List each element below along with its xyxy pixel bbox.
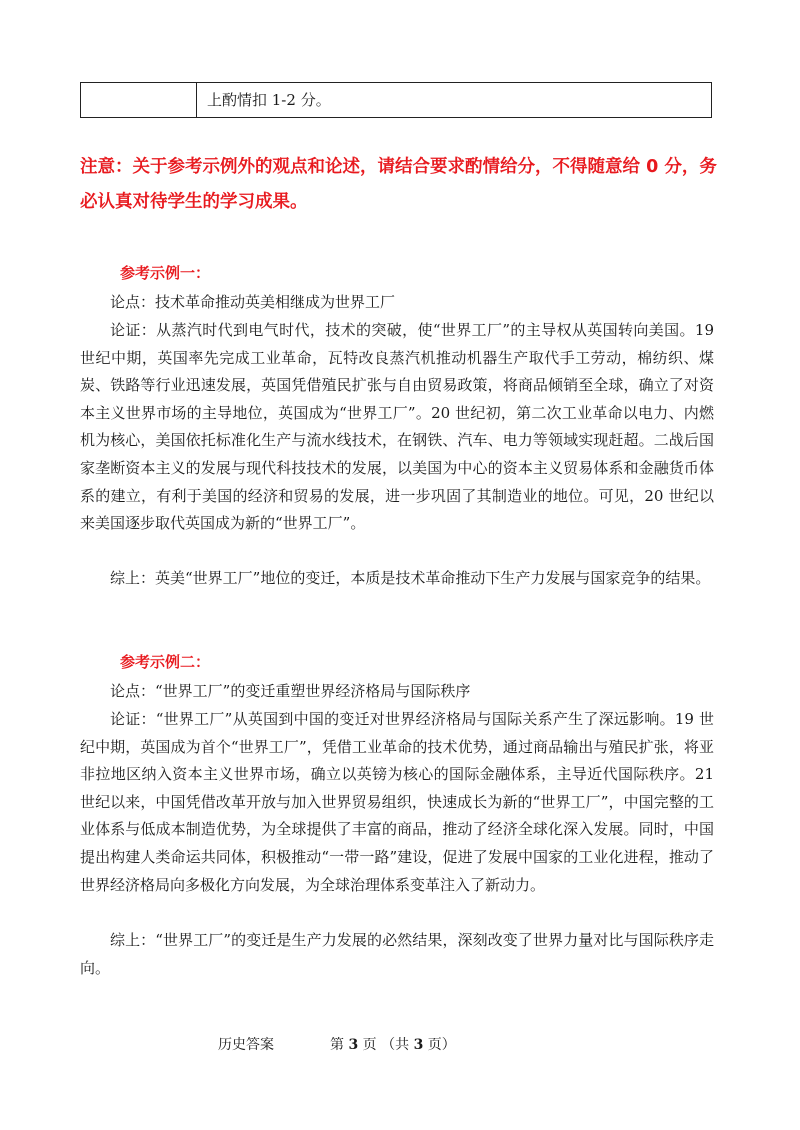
footer-page-suffix: 页） [423, 1037, 456, 1053]
footer-page-number: 3 [348, 1037, 359, 1053]
example2-argument: 论证：“世界工厂”从英国到中国的变迁对世界经济格局与国际关系产生了深远影响。19 世纪中期，英国成为首个“世界工厂”，凭借工业革命的技术优势，通过商品输出与殖民扩张，将亚非拉地区纳入资本主义世界市场，确立以英镑为核心的国际金融体系，主导近代国际秩序。21 世纪以来，中国凭借改革开放与加入世界贸易组织，快速成长为新的“世界工厂”，中国完整的工业体系与低成本制造优势，为全球提供了丰富的商品，推动了经济全球化深入发展。同时，中国提出构建人类命运共同体，积极推动“一带一路”建设，促进了发展中国家的工业化进程，推动了世界经济格局向多极化方向发展，为全球治理体系变革注入了新动力。 [80, 710, 714, 894]
footer-subject: 历史答案 [218, 1037, 274, 1053]
score-table-fragment [80, 82, 712, 118]
grading-notice: 注意：关于参考示例外的观点和论述，请结合要求酌情给分，不得随意给 0 分，务必认真对待学生的学习成果。 [80, 157, 717, 212]
footer-page-mid: 页 （共 [358, 1037, 414, 1053]
footer-page-prefix: 第 [330, 1037, 349, 1053]
footer-page-total: 3 [413, 1037, 424, 1053]
example2-thesis: 论点：“世界工厂”的变迁重塑世界经济格局与国际秩序 [110, 682, 471, 700]
footer-page-info [330, 1034, 456, 1054]
example1-summary: 综上：英美“世界工厂”地位的变迁，本质是技术革命推动下生产力发展与国家竞争的结果。 [110, 569, 711, 587]
example1-heading: 参考示例一： [120, 264, 211, 282]
example2-heading: 参考示例二： [120, 653, 211, 671]
table-cell-text: 上酌情扣 1-2 分。 [207, 91, 331, 109]
example1-thesis: 论点：技术革命推动英美相继成为世界工厂 [110, 293, 396, 311]
table-cell-empty [81, 83, 197, 117]
example2-summary: 综上：“世界工厂”的变迁是生产力发展的必然结果，深刻改变了世界力量对比与国际秩序走向。 [80, 931, 714, 977]
example1-argument: 论证：从蒸汽时代到电气时代，技术的突破，使“世界工厂”的主导权从英国转向美国。19 世纪中期，英国率先完成工业革命，瓦特改良蒸汽机推动机器生产取代手工劳动，棉纺织、煤炭、铁路等行业迅速发展，英国凭借殖民扩张与自由贸易政策，将商品倾销至全球，确立了对资本主义世界市场的主导地位，英国成为“世界工厂”。20 世纪初，第二次工业革命以电力、内燃机为核心，美国依托标准化生产与流水线技术，在钢铁、汽车、电力等领域实现赶超。二战后国家垄断资本主义的发展与现代科技技术的发展，以美国为中心的资本主义贸易体系和金融货币体系的建立，有利于美国的经济和贸易的发展，进一步巩固了其制造业的地位。可见，20 世纪以来美国逐步取代英国成为新的“世界工厂”。 [80, 321, 714, 533]
